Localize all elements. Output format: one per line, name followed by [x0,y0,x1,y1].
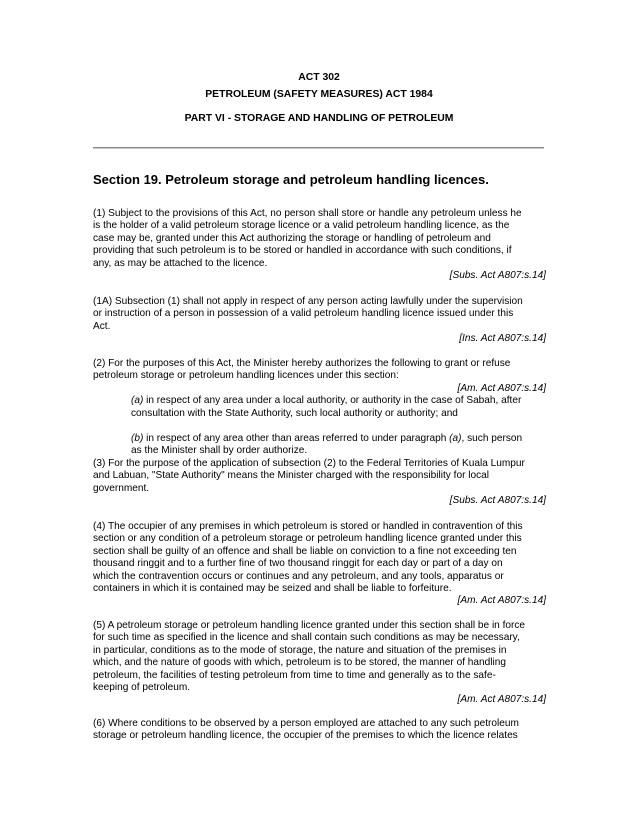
amendment-reference: [Am. Act A807:s.14] [457,595,546,607]
text-line: (6) Where conditions to be observed by a person employed are attached to any such petroleum [93,718,519,729]
text-line: petroleum, the facilities of testing petroleum from time to time and generally as to the safe- [93,669,496,681]
text-line: or instruction of a person in possession of a valid petroleum handling licence issued under this [93,308,514,320]
text-line: (1A) Subsection (1) shall not apply in respect of any person acting lawfully under the supervision [93,296,523,307]
subsection-1a [93,296,548,346]
text-line: (3) For the purpose of the application of subsection (2) to the Federal Territories of Kuala Lumpur [93,458,525,469]
subsection-2-paragraph-b [93,433,548,458]
text-line: which, and the nature of goods with which, petroleum is to be stored, the manner of handling [93,657,506,669]
text-line: (4) The occupier of any premises in which petroleum is stored or handled in contravention of this [93,521,523,532]
act-title: PETROLEUM (SAFETY MEASURES) ACT 1984 [205,89,433,100]
text-line: Act. [93,320,111,332]
subsection-4 [93,521,548,608]
text-line: (2) For the purposes of this Act, the Minister hereby authorizes the following to grant or refuse [93,358,511,369]
text-line: any, as may be attached to the licence. [93,257,268,269]
text-line: section or any condition of a petroleum storage or petroleum handling licence granted under this [93,533,522,545]
amendment-reference: [Am. Act A807:s.14] [457,382,546,394]
subsection-1 [93,208,548,282]
text-line: providing that such petroleum is to be stored or handled in accordance with such conditions, if [93,245,512,257]
amendment-reference: [Subs. Act A807:s.14] [449,495,546,507]
amendment-reference: [Subs. Act A807:s.14] [449,270,546,282]
text-line: section shall be guilty of an offence and shall be liable on conviction to a fine not exceeding ten [93,545,517,557]
act-number: ACT 302 [298,72,340,83]
text-line: (5) A petroleum storage or petroleum handling licence granted under this section shall be in force [93,620,526,631]
text-line: which the contravention occurs or continues and any petroleum, and any tools, apparatus or [93,570,504,582]
text-line: containers in which it is contained may be seized and shall be liable to forfeiture. [93,583,452,595]
text-line: thousand ringgit and to a further fine of two thousand ringgit for each day or part of a day on [93,558,503,570]
text-line: and Labuan, "State Authority" means the Minister charged with the responsibility for local [93,470,489,482]
paragraph-b-line: (b) in respect of any area other than areas referred to under paragraph (a), such person [131,433,523,444]
text-line: petroleum storage or petroleum handling licences under this section: [93,370,399,382]
text-line: keeping of petroleum. [93,682,191,694]
text-line: (1) Subject to the provisions of this Act, no person shall store or handle any petroleum unless he [93,208,522,219]
horizontal-rule [93,147,544,149]
text-line: case may be, granted under this Act authorizing the storage or handling of petroleum and [93,232,491,244]
amendment-reference: [Am. Act A807:s.14] [457,694,546,706]
part-title: PART VI - STORAGE AND HANDLING OF PETROLEUM [184,113,454,124]
text-line: storage or petroleum handling licence, the occupier of the premises to which the licence relates [93,730,518,742]
text-line: is the holder of a valid petroleum storage licence or a valid petroleum handling licence, as the [93,220,510,232]
text-line: for such time as specified in the licence and shall contain such conditions as may be necessary, [93,632,520,644]
subsection-6 [93,718,548,743]
subsection-3 [93,458,548,508]
section-title: Section 19. Petroleum storage and petroleum handling licences. [93,172,489,187]
paragraph-b-label: (b) [131,433,144,444]
text-line: government. [93,482,150,494]
text-line: in particular, conditions as to the mode of storage, the nature and situation of the premises in [93,644,507,656]
subsection-5 [93,620,548,707]
amendment-reference: [Ins. Act A807:s.14] [459,333,546,345]
paragraph-a-line: (a) in respect of any area under a local authority, or authority in the case of Sabah, after [131,395,522,407]
paragraph-a-line: consultation with the State Authority, such local authority or authority; and [131,407,458,419]
subsection-2 [93,358,548,420]
paragraph-a-label: (a) [131,395,144,407]
paragraph-b-line: as the Minister shall by order authorize. [131,445,308,457]
